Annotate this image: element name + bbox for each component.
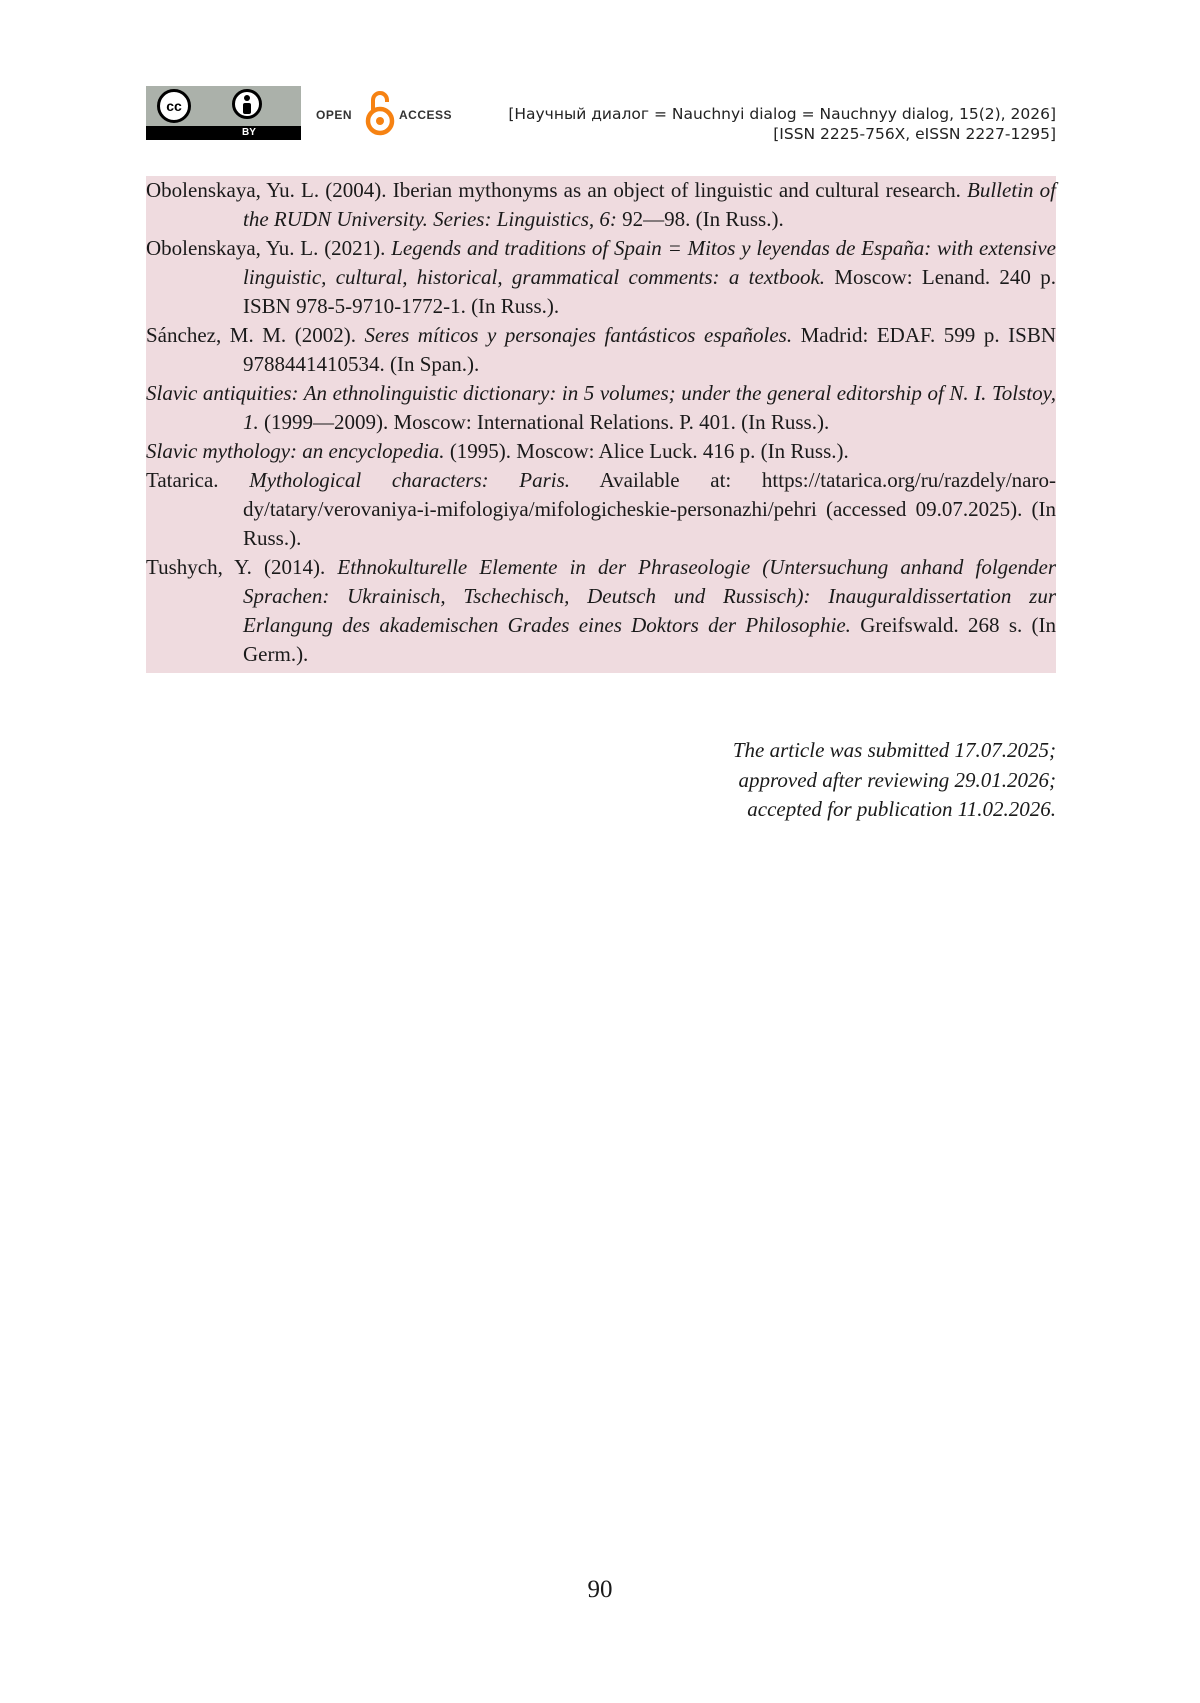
reference-list <box>146 176 1056 673</box>
by-label: BY <box>242 127 256 138</box>
open-access-right-text: ACCESS <box>399 108 453 122</box>
journal-info <box>508 104 1056 144</box>
open-access-lock-icon <box>364 88 396 138</box>
accepted-date: accepted for publication 11.02.2026. <box>747 797 1056 821</box>
page-number: 90 <box>587 1576 613 1603</box>
cc-by-license-badge <box>146 86 301 140</box>
attribution-person-icon <box>232 89 262 119</box>
journal-citation: [Научный диалог = Nauchnyi dialog = Nauchnyy dialog, 15(2), 2026] <box>508 105 1056 123</box>
reference-item: Obolenskaya, Yu. L. (2004). Iberian mythonyms as an object of linguistic and cultural research. Bulletin of the RUDN University. Series: Linguistics, 6: 92—98. (In Russ.). <box>146 178 1056 231</box>
cc-icon: cc <box>157 89 191 123</box>
open-access-logo <box>316 88 456 138</box>
open-access-left-text: OPEN <box>316 108 353 122</box>
reference-item: Tushych, Y. (2014). Ethnokulturelle Elemente in der Phraseologie (Untersuchung anhand folgender Sprachen: Ukrainisch, Tschechisch, Deutsch und Russisch): Inauguraldissertation zur Erlangung des akademischen Grades eines Doktors der Philosophie. Greifswald. 268 s. (In Germ.). <box>146 555 1056 666</box>
article-dates <box>733 736 1056 825</box>
reference-item: Slavic mythology: an encyclopedia. (1995). Moscow: Alice Luck. 416 p. (In Russ.). <box>146 439 849 463</box>
reference-item: Slavic antiquities: An ethnolinguistic dictionary: in 5 volumes; under the general editorship of N. I. Tolstoy, 1. (1999—2009). Moscow: International Relations. P. 401. (In Russ.). <box>146 381 1056 434</box>
journal-issn: [ISSN 2225-756X, eISSN 2227-1295] <box>773 125 1056 143</box>
reference-item: Tatarica. Mythological characters: Paris. Available at: https://tatarica.org/ru/razdely/narody/tatary/verovaniya-i-mifologiya/mifologicheskie-personazhi/pehri (accessed 09.07.2025). (In Russ.). <box>146 468 1057 550</box>
submitted-date: The article was submitted 17.07.2025; <box>732 738 1056 762</box>
reference-item: Sánchez, M. M. (2002). Seres míticos y personajes fantásticos españoles. Madrid: EDAF. 599 p. ISBN 9788441410534. (In Span.). <box>146 323 1057 376</box>
reference-item: Obolenskaya, Yu. L. (2021). Legends and traditions of Spain = Mitos y leyendas de España: with extensive linguistic, cultural, historical, grammatical comments: a textbook. Moscow: Lenand. 240 p. ISBN 978-5-9710-1772-1. (In Russ.). <box>146 236 1056 318</box>
approved-date: approved after reviewing 29.01.2026; <box>738 767 1056 792</box>
